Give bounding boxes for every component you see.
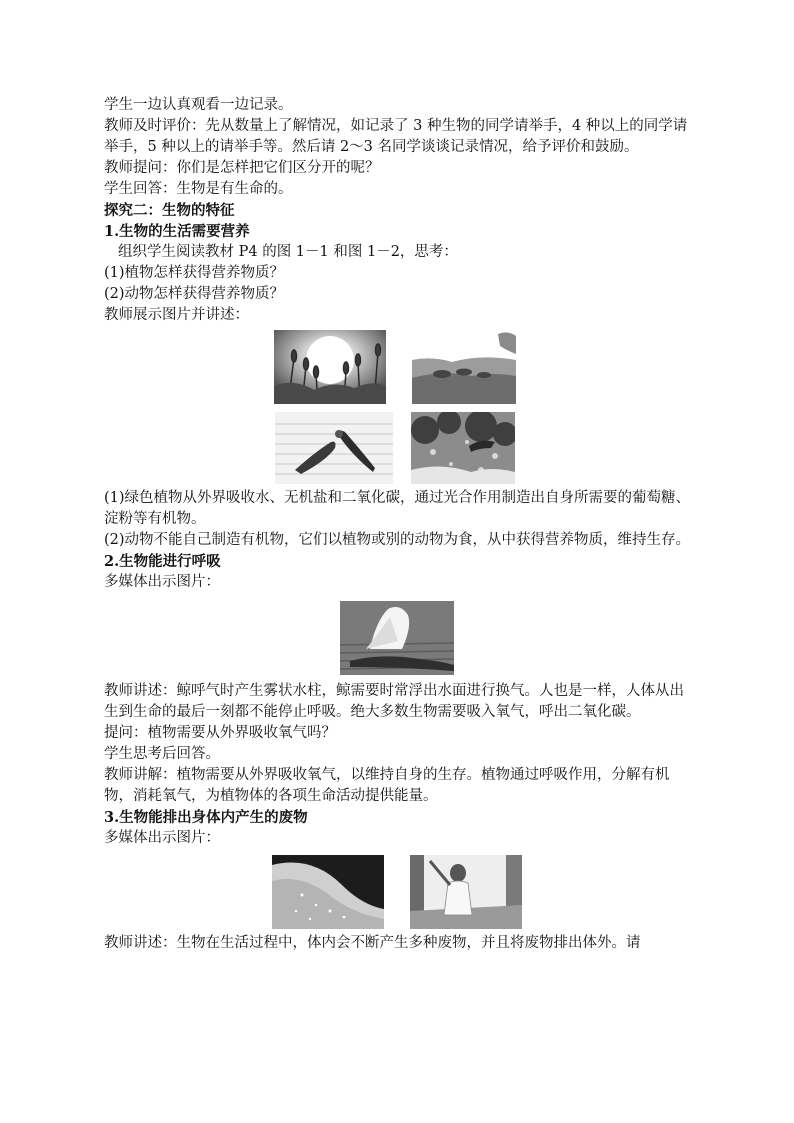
text-line: 教师讲述：生物在生活过程中，体内会不断产生多种废物，并且将废物排出体外。请 bbox=[104, 935, 641, 951]
photo-animals-grazing bbox=[412, 330, 516, 404]
text-paragraph: (2)动物不能自己制造有机物，它们以植物或别的动物为食，从中获得营养物质，维持生存。 bbox=[104, 532, 691, 548]
figure-grid-nutrition bbox=[104, 330, 696, 484]
text-line: 学生思考后回答。 bbox=[104, 746, 220, 762]
text-line: 教师展示图片并讲述： bbox=[104, 307, 249, 323]
subsection-heading: 1.生物的生活需要营养 bbox=[104, 223, 250, 240]
photo-whale-spout bbox=[340, 601, 454, 675]
photo-person-exhale bbox=[410, 855, 522, 929]
photo-dolphins bbox=[275, 412, 393, 484]
text-line: (1)植物怎样获得营养物质？ bbox=[104, 265, 285, 281]
text-paragraph: (1)绿色植物从外界吸收水、无机盐和二氧化碳，通过光合作用制造出自身所需要的葡萄糖、淀粉等有机物。 bbox=[104, 490, 691, 527]
text-paragraph: 教师讲解：植物需要从外界吸收氧气，以维持自身的生存。植物通过呼吸作用，分解有机物，消耗氧气，为植物体的各项生命活动提供能量。 bbox=[104, 767, 670, 804]
figure-waste bbox=[98, 855, 696, 929]
text-paragraph: 教师及时评价：先从数量上了解情况，如记录了 3 种生物的同学请举手，4 种以上的同学请举手，5 种以上的请举手等。然后请 2～3 名同学谈谈记录情况，给予评价和鼓励。 bbox=[104, 118, 688, 155]
text-line: (2)动物怎样获得营养物质？ bbox=[104, 286, 285, 302]
photo-sweat-skin bbox=[272, 855, 384, 929]
text-line: 多媒体出示图片： bbox=[104, 830, 220, 846]
text-line: 提问：植物需要从外界吸收氧气吗？ bbox=[104, 725, 336, 741]
text-line: 多媒体出示图片： bbox=[104, 574, 220, 590]
text-line: 教师提问：你们是怎样把它们区分开的呢？ bbox=[104, 160, 380, 176]
photo-animal-forest bbox=[411, 412, 515, 484]
subsection-heading: 2.生物能进行呼吸 bbox=[104, 553, 221, 570]
subsection-heading: 3.生物能排出身体内产生的废物 bbox=[104, 809, 308, 826]
text-paragraph: 教师讲述：鲸呼气时产生雾状水柱，鲸需要时常浮出水面进行换气。人也是一样，人体从出生到生命的最后一刻都不能停止呼吸。绝大多数生物需要吸入氧气，呼出二氧化碳。 bbox=[104, 683, 684, 720]
text-line: 学生一边认真观看一边记录。 bbox=[104, 97, 293, 113]
figure-whale bbox=[104, 601, 696, 675]
text-line: 组织学生阅读教材 P4 的图 1－1 和图 1－2，思考： bbox=[118, 244, 458, 260]
document-page bbox=[104, 95, 696, 954]
text-line: 学生回答：生物是有生命的。 bbox=[104, 181, 293, 197]
section-heading: 探究二：生物的特征 bbox=[104, 202, 235, 219]
photo-plants-sunlight bbox=[274, 330, 386, 404]
